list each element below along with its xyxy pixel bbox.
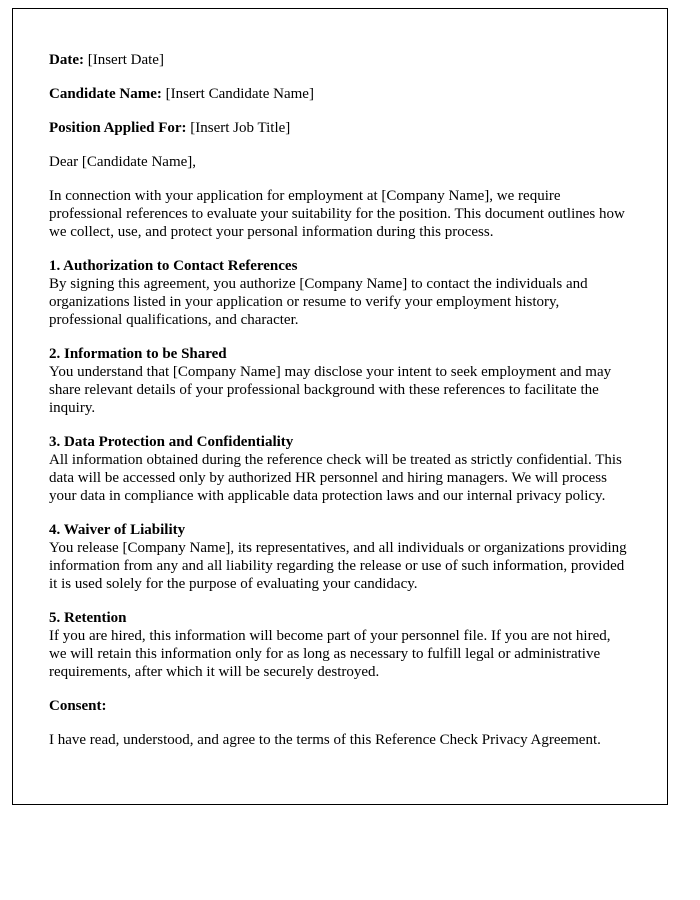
position-value: [Insert Job Title] [186,120,291,136]
document-page [12,8,668,805]
date-value: [Insert Date] [83,52,164,68]
section-heading: 3. Data Protection and Confidentiality [49,434,294,450]
section-body: You release [Company Name], its representatives, and all individuals or organizations providing information from any and all liability regarding the release or use of such information, provided it is used solely for the purpose of evaluating your candidacy. [49,540,627,592]
intro-paragraph: In connection with your application for employment at [Company Name], we require professional references to evaluate your suitability for the position. This document outlines how we collect, use, and protect your personal information during this process. [49,188,625,240]
date-field [49,51,631,69]
consent-text: I have read, understood, and agree to the terms of this Reference Check Privacy Agreement. [49,732,601,748]
candidate-name-value: [Insert Candidate Name] [161,86,314,102]
section-authorization [49,257,631,329]
section-data-protection [49,433,631,505]
candidate-name-label: Candidate Name: [49,86,162,102]
section-heading: 1. Authorization to Contact References [49,258,298,274]
consent-label: Consent: [49,698,107,714]
section-body: By signing this agreement, you authorize [Company Name] to contact the individuals and organizations listed in your application or resume to verify your employment history, professional qualifications, and character. [49,276,588,328]
document-content [13,9,667,749]
section-body: If you are hired, this information will become part of your personnel file. If you are not hired, we will retain this information only for as long as necessary to fulfill legal or administrative requirements, after which it will be securely destroyed. [49,628,611,680]
section-information-shared [49,345,631,417]
candidate-name-field [49,85,631,103]
section-heading: 5. Retention [49,610,127,626]
position-label: Position Applied For: [49,120,187,136]
position-field [49,119,631,137]
salutation: Dear [Candidate Name], [49,154,197,170]
date-label: Date: [49,52,84,68]
section-heading: 2. Information to be Shared [49,346,227,362]
section-body: All information obtained during the reference check will be treated as strictly confidential. This data will be accessed only by authorized HR personnel and hiring managers. We will process your data in compliance with applicable data protection laws and our internal privacy policy. [49,452,622,504]
section-heading: 4. Waiver of Liability [49,522,186,538]
section-retention [49,609,631,681]
section-waiver-liability [49,521,631,593]
section-body: You understand that [Company Name] may disclose your intent to seek employment and may share relevant details of your professional background with these references to facilitate the inquiry. [49,364,612,416]
